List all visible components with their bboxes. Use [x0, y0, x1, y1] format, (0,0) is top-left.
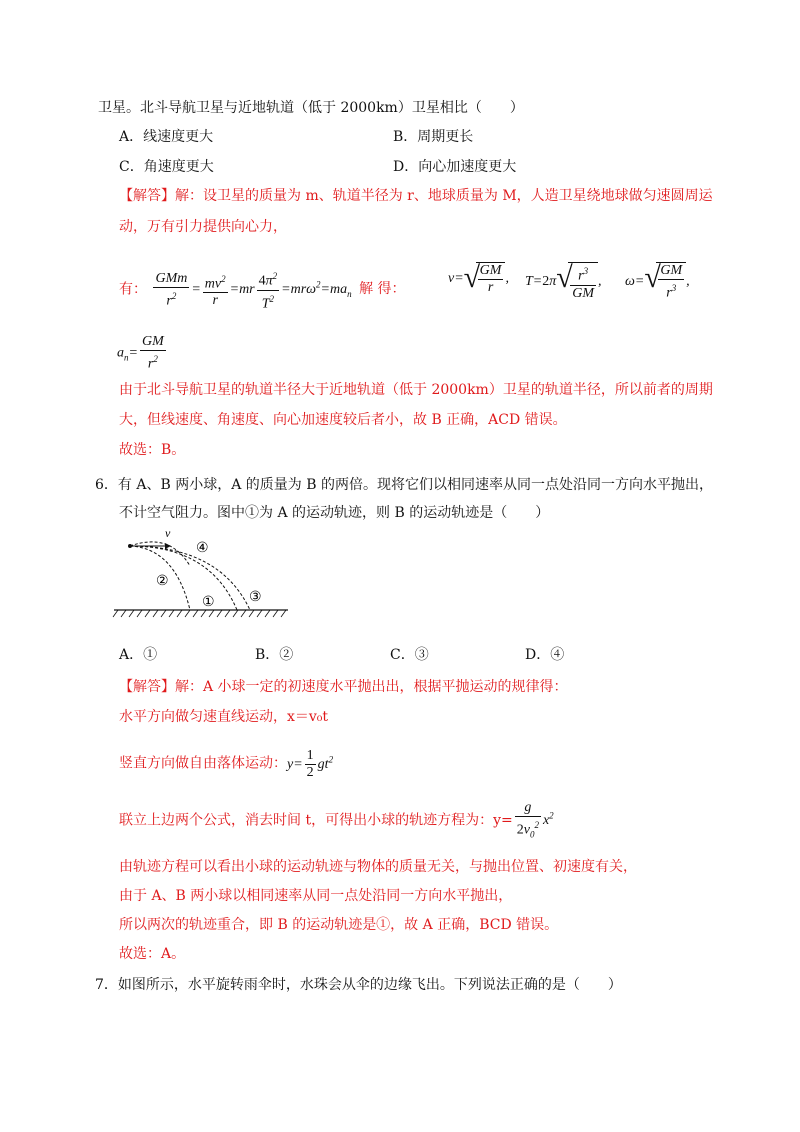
q5-option-c[interactable]: C．角速度更大: [119, 159, 214, 175]
q6-number: 6．: [95, 477, 118, 493]
q7-stem: 7．如图所示，水平旋转雨伞时，水珠会从伞的边缘飞出。下列说法正确的是（ ）: [95, 977, 622, 993]
q5-stem-tail: 卫星。北斗导航卫星与近地轨道（低于 2000km）卫星相比（ ）: [98, 100, 524, 116]
q6-answer-line1: 【解答】解：A 小球一定的初速度水平抛出出，根据平抛运动的规律得：: [119, 679, 568, 695]
label-2: ②: [156, 574, 169, 589]
free-fall-formula: y= $\frac{1}{2}$ $gt^2$: [287, 748, 334, 780]
omega-formula: ω= √ $\frac{GM}{r^3}$ ,: [625, 261, 690, 301]
q6-option-c[interactable]: C．③: [390, 647, 429, 663]
q6-answer-line5: 由轨迹方程可以看出小球的运动轨迹与物体的质量无关，与抛出位置、初速度有关，: [119, 859, 637, 875]
q6-answer-line7: 所以两次的轨迹重合，即 B 的运动轨迹是①，故 A 正确，BCD 错误。: [119, 917, 559, 933]
q5-formula-row: 有： $\frac{\text{GMm}}{r^2}$ = $\frac{mv^2}{r}$ =mr $\frac{4\pi^2}{T^2}$ $=mr\omega^2=ma_n$ 解 得：: [119, 268, 406, 312]
velocity-formula: v= √ $\frac{GM}{r}$ ,: [448, 261, 509, 295]
q6-answer-line6: 由于 A、B 两小球以相同速率从同一点处沿同一方向水平抛出，: [119, 888, 513, 904]
q6-answer-line2: 水平方向做匀速直线运动，x＝v₀t: [119, 709, 329, 725]
q6-option-b[interactable]: B．②: [255, 647, 294, 663]
q5-answer-line1: 【解答】解：设卫星的质量为 m、轨道半径为 r、地球质量为 M，人造卫星绕地球做匀速圆周运: [119, 188, 713, 204]
q7-number: 7．: [95, 977, 118, 993]
q6-stem2: 不计空气阻力。图中①为 A 的运动轨迹，则 B 的运动轨迹是（ ）: [119, 505, 550, 521]
q5-answer-line2: 动，万有引力提供向心力，: [119, 219, 287, 235]
trajectory-equation: $\frac{g}{2v_0^2}$ $x^2$: [516, 800, 554, 840]
ground-hatching: [113, 610, 286, 617]
q6-answer-line3: 竖直方向做自由落体运动：y= $\frac{1}{2}$ $gt^2$: [119, 748, 334, 780]
label-1: ①: [202, 595, 215, 610]
trajectory-1: [130, 546, 237, 610]
q5-option-b[interactable]: B．周期更长: [393, 129, 474, 145]
q5-choose: 故选：B。: [119, 442, 186, 458]
acceleration-formula: $a_n=$ $\frac{GM}{r^2}$: [117, 334, 164, 372]
q5-option-a[interactable]: A．线速度更大: [119, 129, 214, 145]
q6-stem1: 6．有 A、B 两小球，A 的质量为 B 的两倍。现将它们以相同速率从同一点处沿同一方向水平抛出，: [95, 477, 713, 493]
q6-option-a[interactable]: A．①: [119, 647, 158, 663]
q6-answer-line4: 联立上边两个公式，消去时间 t，可得出小球的轨迹方程为：y= $\frac{g}{2v_0^2}$ $x^2$: [119, 800, 554, 840]
gravity-formula: $\frac{\text{GMm}}{r^2}$ = $\frac{mv^2}{r}$ =mr $\frac{4\pi^2}{T^2}$ $=mr\omega^2=ma_n$: [151, 282, 355, 297]
label-4: ④: [196, 541, 209, 556]
velocity-label: v: [165, 528, 171, 540]
period-formula: T=2π √ $\frac{r^3}{GM}$ ,: [525, 261, 602, 301]
q5-conclusion1: 由于北斗导航卫星的轨道半径大于近地轨道（低于 2000km）卫星的轨道半径，所以前者的周期: [119, 382, 713, 398]
q5-option-d[interactable]: D．向心加速度更大: [393, 159, 517, 175]
answer-tag: 【解答】: [119, 679, 175, 695]
answer-tag: 【解答】: [119, 188, 175, 204]
trajectory-figure: [110, 528, 290, 623]
q6-option-d[interactable]: D．④: [525, 647, 565, 663]
label-3: ③: [249, 590, 262, 605]
q5-conclusion2: 大，但线速度、角速度、向心加速度较后者小，故 B 正确，ACD 错误。: [119, 412, 567, 428]
q6-choose: 故选：A。: [119, 946, 186, 962]
